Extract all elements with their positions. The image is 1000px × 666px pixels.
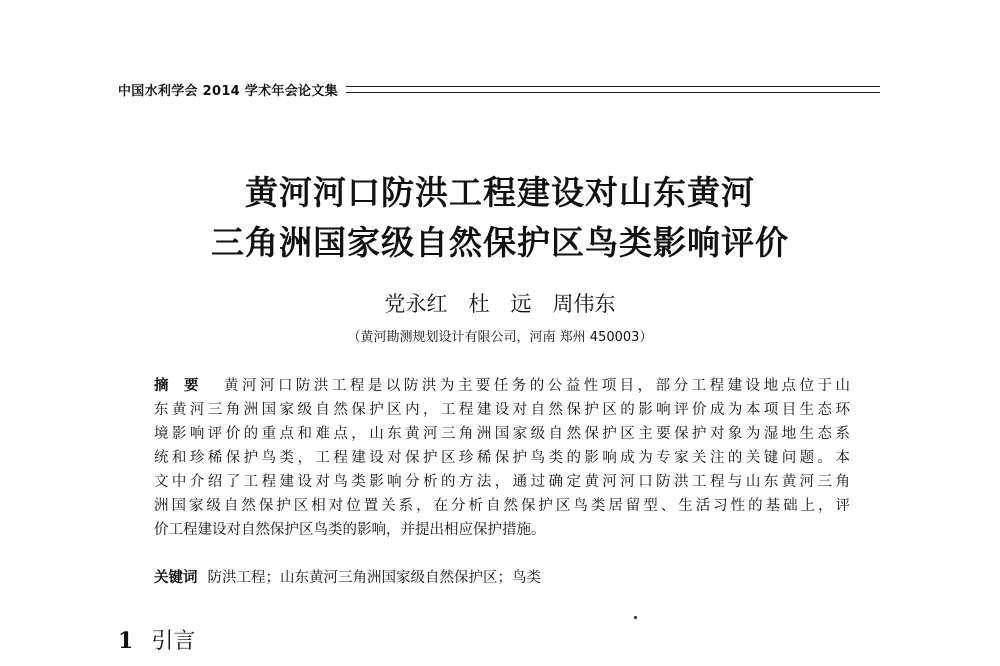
authors: 党永红 杜 远 周伟东 — [384, 292, 616, 316]
abstract-line — [154, 374, 850, 398]
abstract-text-line-4: 统和珍稀保护鸟类，工程建设对保护区珍稀保护鸟类的影响成为专家关注的关键问题。本 — [154, 450, 850, 466]
abstract-text-line-6: 洲国家级自然保护区相对位置关系，在分析自然保护区鸟类居留型、生活习性的基础上，评 — [154, 498, 850, 514]
journal-name: 中国水利学会 2014 学术年会论文集 — [118, 84, 338, 99]
affiliation: （黄河勘测规划设计有限公司，河南 郑州 450003） — [347, 330, 653, 345]
running-header — [118, 80, 880, 99]
abstract-label: 摘要 — [154, 378, 214, 394]
title-line-1: 黄河河口防洪工程建设对山东黄河 — [245, 173, 755, 212]
keywords-text: 防洪工程；山东黄河三角洲国家级自然保护区；鸟类 — [207, 570, 541, 586]
title-line-2: 三角洲国家级自然保护区鸟类影响评价 — [211, 223, 789, 262]
abstract — [154, 374, 850, 542]
abstract-text-line-5: 文中介绍了工程建设对鸟类影响分析的方法，通过确定黄河河口防洪工程与山东黄河三角 — [154, 474, 850, 490]
section-number: 1 — [118, 628, 134, 654]
section-title: 引言 — [151, 629, 196, 654]
keywords-label: 关键词 — [154, 570, 198, 586]
scan-speck — [634, 616, 637, 619]
paper-title — [0, 168, 1000, 268]
keywords — [154, 566, 541, 587]
abstract-text-line-2: 东黄河三角洲国家级自然保护区内，工程建设对自然保护区的影响评价成为本项目生态环 — [154, 402, 850, 418]
abstract-text-line-7: 价工程建设对自然保护区鸟类的影响，并提出相应保护措施。 — [154, 522, 546, 538]
section-heading — [118, 624, 195, 655]
abstract-text-line-1: 黄河河口防洪工程是以防洪为主要任务的公益性项目，部分工程建设地点位于山 — [223, 378, 851, 394]
header-double-rule — [346, 86, 880, 93]
abstract-text-line-3: 境影响评价的重点和难点，山东黄河三角洲国家级自然保护区主要保护对象为湿地生态系 — [154, 426, 850, 442]
